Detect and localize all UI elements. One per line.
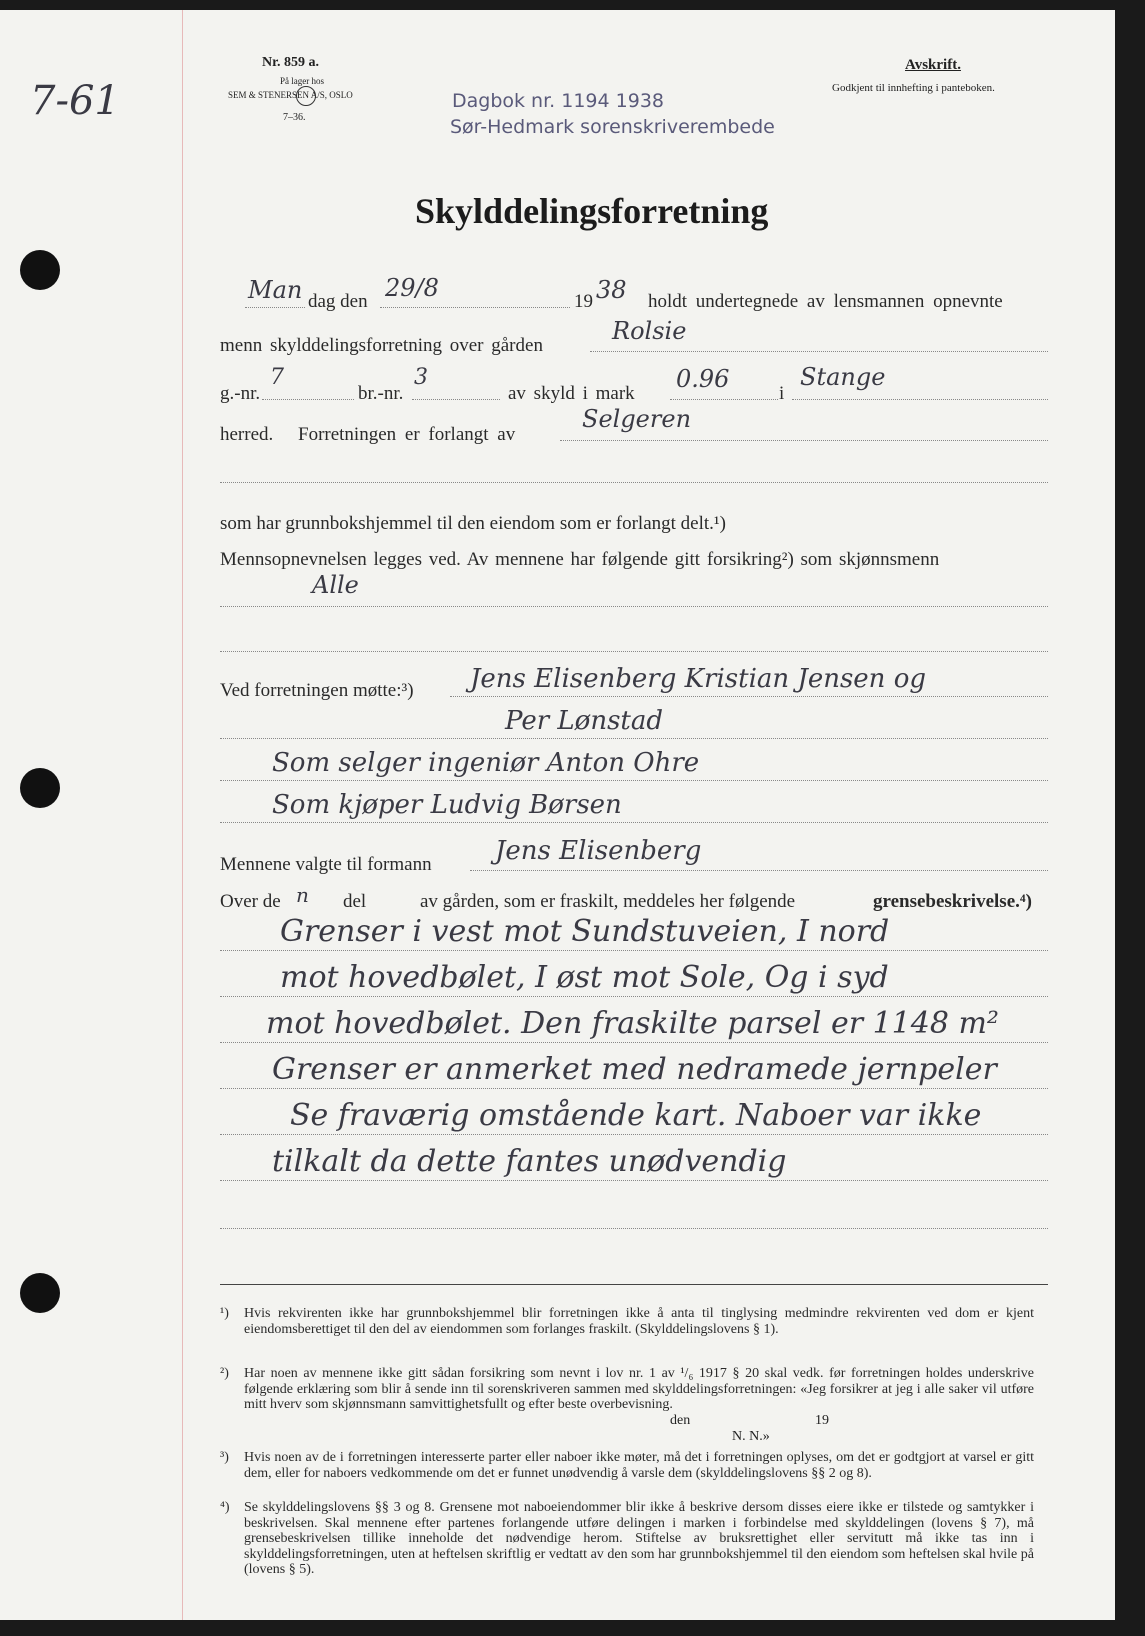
year-prefix: 19 xyxy=(574,291,593,312)
grunnbok-text: som har grunnbokshjemmel til den eiendom som er forlangt delt.¹) xyxy=(220,513,726,534)
embede-stamp: Sør-Hedmark sorenskriverembede xyxy=(450,116,775,138)
footnote-3: ³) Hvis noen av de i forretningen interesserte parter eller naboer ikke møter, må det i forretningen oplyses, om det er godtgjort at varsel er gitt dem, eller for naboers vedkommende om det er funnet unødvendig å varsle dem (skylddelingslovens §§ 2 og 8). xyxy=(220,1450,1034,1481)
grense-label: grensebeskrivelse.⁴) xyxy=(873,891,1032,912)
avskrift-label: Avskrift. xyxy=(905,57,961,73)
brnr-hand: 3 xyxy=(414,365,428,390)
margin-line xyxy=(182,10,183,1620)
del-label: del xyxy=(343,891,367,912)
footnote-1: ¹) Hvis rekvirenten ikke har grunnbokshjemmel blir forretningen ikke å anta til tinglysing medmindre rekvirenten ved dom er kjent eiendomsberettiget til den del av eiendommen som forlanges fraskilt. (Skylddelingslovens § 1). xyxy=(220,1306,1034,1337)
motte-hand-1: Jens Elisenberg Kristian Jensen og xyxy=(470,664,926,694)
footnote-2-den: den xyxy=(670,1413,691,1428)
publisher-name: SEM & STENERSEN A/S, OSLO xyxy=(228,90,353,100)
publisher-line: På lager hos xyxy=(280,76,324,86)
footnote-2-year: 19 xyxy=(815,1413,829,1428)
menn-text: menn skylddelingsforretning over gården xyxy=(220,335,543,356)
desc-line: mot hovedbølet. Den fraskilte parsel er 1148 m² xyxy=(266,1006,999,1041)
document-page xyxy=(0,10,1115,1620)
garden-fraskilt-label: av gården, som er fraskilt, meddeles her følgende xyxy=(420,891,796,912)
skyld-hand: 0.96 xyxy=(676,365,730,393)
gnr-label: g.-nr. xyxy=(220,383,261,404)
brnr-label: br.-nr. xyxy=(358,383,404,404)
formann-label: Mennene valgte til formann xyxy=(220,854,432,875)
desc-line: Grenser er anmerket med nedramede jernpeler xyxy=(272,1052,997,1087)
skyld-label: av skyld i mark xyxy=(508,383,635,404)
desc-line: Grenser i vest mot Sundstuveien, I nord xyxy=(280,914,890,949)
punch-hole xyxy=(20,250,60,290)
mennsop-text: Mennsopnevnelsen legges ved. Av mennene har følgende gitt forsikring²) som skjønnsmenn xyxy=(220,549,940,570)
publisher-date: 7–36. xyxy=(283,112,306,123)
form-number: Nr. 859 a. xyxy=(262,55,320,70)
desc-line: tilkalt da dette fantes unødvendig xyxy=(272,1144,787,1179)
desc-line: mot hovedbølet, I øst mot Sole, Og i syd xyxy=(280,960,889,995)
i-label: i xyxy=(779,383,785,404)
margin-note: 7-61 xyxy=(30,78,120,124)
forlangt-label: Forretningen er forlangt av xyxy=(298,424,516,445)
desc-line: Se fraværig omstående kart. Naboer var ikke xyxy=(290,1098,982,1133)
over-hand: n xyxy=(296,883,309,907)
punch-hole xyxy=(20,1273,60,1313)
motte-hand-4: Som kjøper Ludvig Børsen xyxy=(272,790,622,820)
herred-hand: Stange xyxy=(800,363,886,391)
punch-hole xyxy=(20,768,60,808)
godkjent-note: Godkjent til innhefting i panteboken. xyxy=(832,82,995,94)
garden-hand: Rolsie xyxy=(612,317,687,345)
footnote-2: ²) Har noen av mennene ikke gitt sådan forsikring som nevnt i lov nr. 1 av ¹/₆ 1917 § 20 skal vedk. før forretningen holdes underskrive følgende erklæring som blir å sende inn til sorenskriveren sammen med skylddelingsforretningen: «Jeg forsikrer at jeg i alle saker vil utføre mitt hverv som skjønnsmann samvittighetsfullt og efter beste overbevisning. xyxy=(220,1366,1034,1413)
formann-hand: Jens Elisenberg xyxy=(495,836,702,866)
dagbok-stamp: Dagbok nr. 1194 1938 xyxy=(452,90,664,112)
footnote-2-signature: N. N.» xyxy=(732,1429,770,1444)
gnr-hand: 7 xyxy=(270,365,284,390)
alle-hand: Alle xyxy=(312,571,359,599)
motte-hand-3: Som selger ingeniør Anton Ohre xyxy=(272,748,700,778)
year-hand: 38 xyxy=(596,276,627,304)
forlangt-hand: Selgeren xyxy=(582,405,692,433)
publisher-seal-icon xyxy=(296,86,316,106)
footnote-divider xyxy=(220,1284,1048,1285)
weekday-hand: Man xyxy=(248,276,303,304)
date-hand: 29/8 xyxy=(385,274,439,302)
motte-label: Ved forretningen møtte:³) xyxy=(220,680,414,701)
footnote-4: ⁴) Se skylddelingslovens §§ 3 og 8. Grensene mot naboeiendommer blir ikke å beskrive dersom disses eiere ikke er tilstede og samtykker i beskrivelsen. Skal mennene efter partenes forlangende utføre delingen i marken i forbindelse med skylddelingen (lovens § 7), må grensebeskrivelsen tillike inneholde det nødvendige herom. Stiftelse av bruksrettighet eller servitutt må ikke tas inn i skylddelingsforretningen, uten at heftelsen skriftlig er vedtatt av den som har grunnbokshjemmel til den eiendom som heftelsen skal hvile på (lovens § 5). xyxy=(220,1500,1034,1578)
dag-label: dag den xyxy=(308,291,368,312)
holdt-text: holdt undertegnede av lensmannen opnevnte xyxy=(648,291,1003,312)
herred-label: herred. xyxy=(220,424,274,445)
page-title: Skylddelingsforretning xyxy=(415,191,769,231)
over-label: Over de xyxy=(220,891,281,912)
motte-hand-2: Per Lønstad xyxy=(505,706,664,736)
